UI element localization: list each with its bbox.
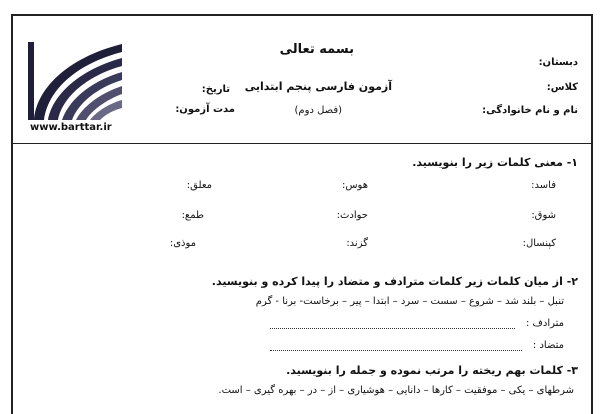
q2-title: ۲- از میان کلمات زیر کلمات مترادف و متضاد را پیدا کرده و بنویسید.: [211, 275, 578, 288]
exam-subtitle: (فصل دوم): [294, 105, 342, 116]
q3-word-list: شرطهای – یکی – موفقیت – کارها – دانایی – هوشیاری – از – در – بهره گیری – است.: [218, 385, 574, 396]
q1-word: معلق:: [186, 180, 212, 191]
q1-word: حوادث:: [336, 210, 368, 221]
q3-title: ۳- کلمات بهم ریخته را مرتب نموده و جمله را بنویسید.: [286, 364, 578, 377]
q1-word: گزند:: [346, 238, 368, 249]
synonym-label: مترادف :: [525, 318, 564, 329]
synonym-answer-line: [270, 328, 515, 329]
website-url: www.barttar.ir: [30, 122, 112, 133]
q1-title: ۱- معنی کلمات زیر را بنویسید.: [412, 156, 578, 169]
q1-word: فاسد:: [531, 180, 556, 191]
date-label: تاریخ:: [201, 84, 230, 95]
q1-word: موذی:: [169, 238, 196, 249]
school-label: دبستان:: [538, 57, 578, 68]
bismillah: بسمه تعالی: [279, 42, 354, 57]
q1-word: هوس:: [341, 180, 368, 191]
q1-word: شوق:: [531, 210, 556, 221]
barttar-logo-icon: [26, 40, 126, 122]
q1-word: طمع:: [181, 210, 204, 221]
student-name-label: نام و نام خانوادگی:: [482, 105, 578, 116]
q1-word: کپنسال:: [522, 238, 556, 249]
antonym-answer-line: [270, 350, 522, 351]
class-label: کلاس:: [546, 82, 578, 93]
exam-title: آزمون فارسی پنجم ابتدایی: [244, 80, 392, 93]
header-separator: [11, 143, 593, 144]
antonym-label: متضاد :: [532, 340, 564, 351]
duration-label: مدت آزمون:: [175, 104, 235, 115]
q2-word-list: تنبل – بلند شد – شروع – سست – سرد – ابتدا – پیر – برخاست- برنا - گرم: [255, 296, 564, 307]
